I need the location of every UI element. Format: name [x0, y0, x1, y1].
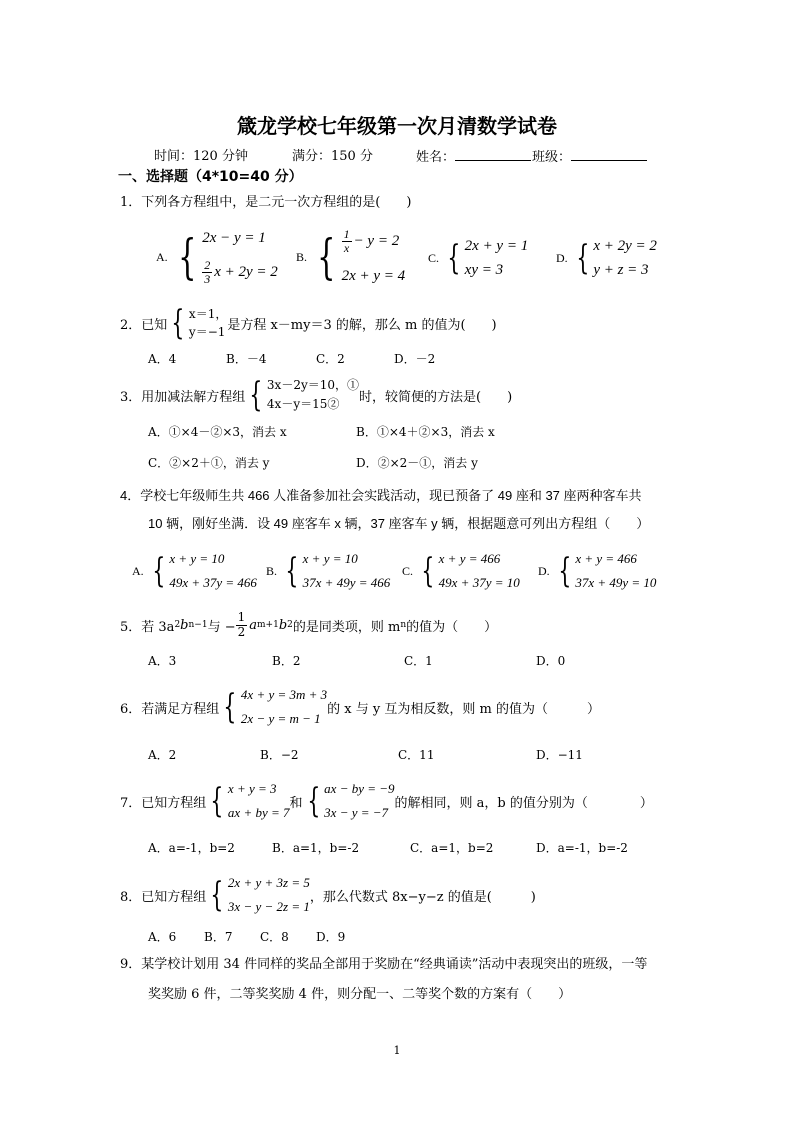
brace: {: [152, 551, 165, 591]
brace: {: [421, 551, 435, 591]
brace: {: [210, 875, 224, 915]
q7-option-a: A．a=-1，b=2: [148, 841, 235, 855]
q8-option-a: A．6: [148, 930, 177, 944]
question-1-stem: 1．下列各方程组中，是二元一次方程组的是( ): [120, 195, 412, 210]
q8-option-c: C．8: [260, 930, 289, 944]
brace: {: [177, 229, 197, 285]
q4-option-c: C. { x + y = 466 49x + 37y = 10: [402, 551, 520, 591]
q4-option-d: D. { x + y = 466 37x + 49y = 10: [538, 551, 657, 591]
question-8-stem: 8．已知方程组 { 2x + y + 3z = 5 3x − y − 2z = 1 ，那么代数式 8x−y−z 的值是( ): [120, 875, 536, 915]
name-label: 姓名：: [416, 150, 456, 165]
q5-option-c: C．1: [404, 654, 433, 668]
q5-option-b: B．2: [272, 654, 301, 668]
q2-option-d: D．－2: [394, 352, 436, 366]
q3-option-d: D．②×2－①，消去 y: [356, 456, 478, 470]
brace: {: [171, 303, 185, 343]
class-blank: [571, 150, 647, 161]
exam-time: 时间：120 分钟: [154, 149, 248, 164]
brace: {: [223, 687, 237, 727]
q6-option-a: A．2: [148, 748, 177, 762]
question-2-stem: 2．已知 { x＝1， y＝−1 是方程 x－my＝3 的解，那么 m 的值为( ): [120, 303, 497, 343]
brace: {: [210, 781, 224, 821]
question-4-line1: 4．学校七年级师生共 466 人准备参加社会实践活动，现已预备了 49 座和 37 座两种客车共: [120, 488, 642, 503]
brace: {: [576, 238, 589, 278]
brace: {: [558, 551, 571, 591]
question-9-line1: 9．某学校计划用 34 件同样的奖品全部用于奖励在“经典诵读”活动中表现突出的班级，一等: [120, 957, 648, 972]
q3-option-c: C．②×2＋①，消去 y: [148, 456, 270, 470]
q2-option-b: B．－4: [226, 352, 267, 366]
brace: {: [306, 781, 320, 821]
q6-option-d: D．−11: [536, 748, 583, 762]
exam-full-score: 满分：150 分: [292, 149, 373, 164]
q5-option-d: D．0: [536, 654, 566, 668]
fraction: $\frac{1}{x}$: [343, 227, 350, 256]
q5-option-a: A．3: [148, 654, 177, 668]
question-5-stem: 5．若 3a 2 b n−1 与 − $\frac{1}{2}$ a m+1 b 2 的是同类项，则 m n 的值为（ ）: [120, 610, 498, 639]
class-label: 班级：: [532, 150, 572, 165]
q3-option-b: B．①×4＋②×3，消去 x: [356, 425, 495, 439]
question-9-line2: 奖奖励 6 件，二等奖奖励 4 件，则分配一、二等奖个数的方案有（ ）: [148, 987, 572, 1002]
fraction: $\frac{2}{3}$: [204, 257, 211, 286]
name-blank: [455, 150, 531, 161]
q6-option-c: C．11: [398, 748, 435, 762]
q8-option-b: B．7: [204, 930, 233, 944]
q6-option-b: B．−2: [260, 748, 299, 762]
q7-option-c: C．a=1，b=2: [410, 841, 494, 855]
q1-option-b: B. { $\frac{1}{x}$ − y = 2 2x + y = 4: [296, 227, 406, 285]
class-field: [532, 150, 647, 164]
brace: {: [317, 229, 336, 285]
question-3-stem: 3．用加减法解方程组 { 3x－2y＝10，① 4x－y＝15② 时，较简便的方法是( ): [120, 375, 513, 415]
question-6-stem: 6．若满足方程组 { 4x + y = 3m + 3 2x − y = m − 1 的 x 与 y 互为相反数，则 m 的值为（ ）: [120, 687, 600, 727]
q2-option-a: A．4: [148, 352, 177, 366]
q2-option-c: C．2: [316, 352, 345, 366]
section-heading: 一、选择题（4*10=40 分）: [118, 169, 303, 185]
brace: {: [447, 238, 461, 278]
q4-option-b: B. { x + y = 10 37x + 49y = 466: [266, 551, 391, 591]
brace: {: [285, 551, 299, 591]
q8-option-d: D．9: [316, 930, 346, 944]
brace: {: [249, 375, 263, 415]
q3-option-a: A．①×4－②×3，消去 x: [148, 425, 287, 439]
fraction: $\frac{1}{2}$: [237, 610, 246, 639]
q4-option-a: A. { x + y = 10 49x + 37y = 466: [132, 551, 257, 591]
q1-option-a: A. { 2x − y = 1 $\frac{2}{3}$ x + 2y = 2: [156, 229, 278, 286]
q7-option-b: B．a=1，b=-2: [272, 841, 360, 855]
q1-option-d: D. { x + 2y = 2 y + z = 3: [556, 238, 657, 278]
student-name-field: [416, 150, 531, 164]
q7-option-d: D．a=-1，b=-2: [536, 841, 628, 855]
page-number: 1: [393, 1044, 401, 1057]
question-7-stem: 7．已知方程组 { x + y = 3 ax + by = 7 和 { ax − by = −9 3x − y = −7 的解相同，则 a，b 的值分别为（ ）: [120, 781, 653, 821]
q1-option-c: C. { 2x + y = 1 xy = 3: [428, 238, 529, 278]
page-title: 箴龙学校七年级第一次月清数学试卷: [237, 114, 557, 138]
question-4-line2: 10 辆，刚好坐满．设 49 座客车 x 辆，37 座客车 y 辆，根据题意可列出方程组（ ）: [148, 516, 650, 531]
